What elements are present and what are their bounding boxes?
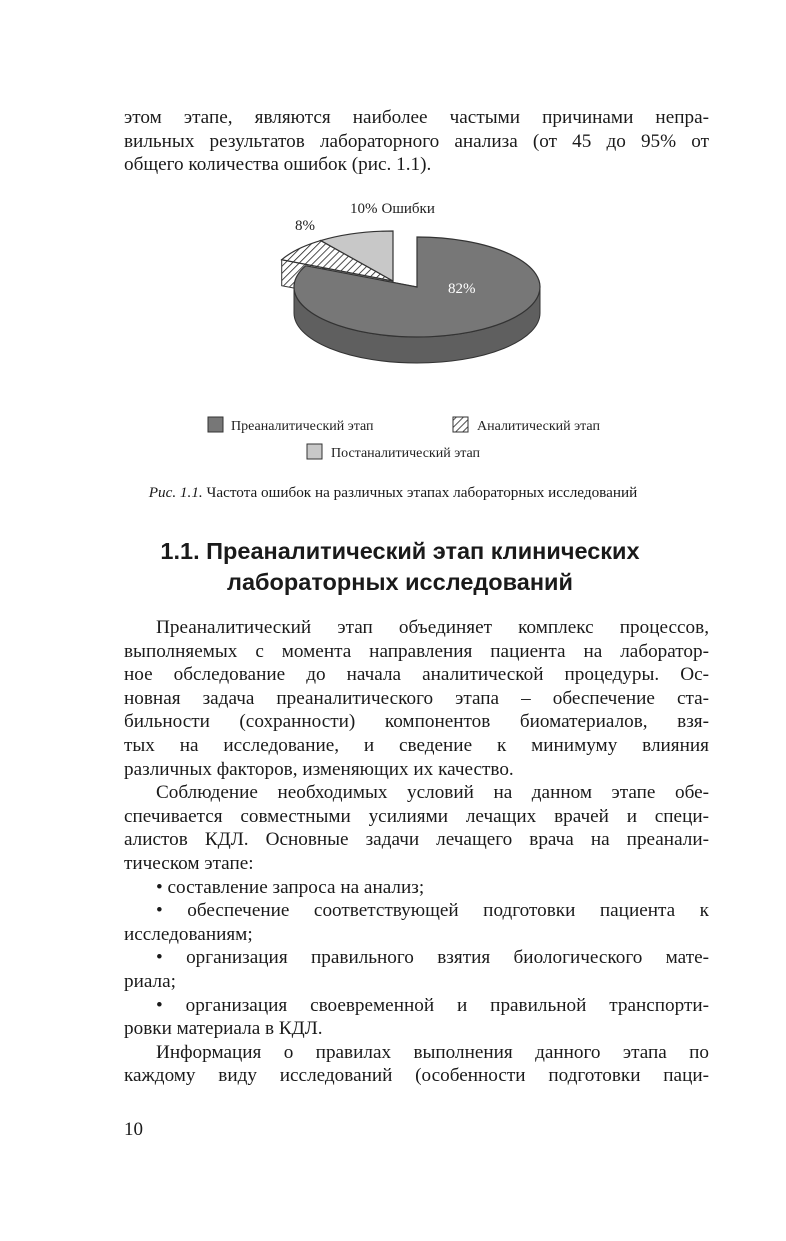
- postanalytical-percent: 10%: [350, 201, 378, 217]
- section-heading: [100, 536, 700, 598]
- legend-label-analytical: Аналитический этап: [477, 419, 600, 434]
- legend: [208, 417, 600, 461]
- text-line: ное обследование до начала аналитической процедуры. Ос-: [124, 664, 709, 686]
- bullet-item-cont: ровки материала в КДЛ.: [124, 1018, 323, 1040]
- legend-label-preanalytical: Преаналитический этап: [231, 419, 374, 434]
- text-line: каждому виду исследований (особенности подготовки паци-: [124, 1065, 709, 1087]
- bullet-item: • организация своевременной и правильной транспорти-: [156, 994, 709, 1016]
- text-line: выполняемых с момента направления пациента на лаборатор-: [124, 640, 709, 662]
- figure-caption: [0, 483, 786, 503]
- text-line: спечивается совместными усилиями лечащих врачей и специ-: [124, 805, 709, 827]
- intro-paragraph: [124, 106, 709, 177]
- text-line: Информация о правилах выполнения данного этапа по: [156, 1041, 709, 1063]
- text-line: Преаналитический этап объединяет комплекс процессов,: [156, 617, 709, 638]
- slice-label-analytical: 8%: [295, 218, 315, 234]
- body-text: [124, 616, 709, 1088]
- page-number: 10: [124, 1119, 143, 1140]
- text-line: тых на исследование, и сведение к минимуму влияния: [124, 734, 709, 756]
- bullet-item: • организация правильного взятия биологического мате-: [156, 947, 709, 969]
- caption-prefix: Рис. 1.1.: [148, 484, 203, 501]
- bullet-item-cont: риала;: [124, 970, 176, 992]
- legend-label-postanalytical: Постаналитический этап: [331, 446, 481, 461]
- text-line: тическом этапе:: [124, 852, 254, 874]
- text-line: различных факторов, изменяющих их качество.: [124, 758, 514, 780]
- text-line: алистов КДЛ. Основные задачи лечащего врача на преанали-: [124, 829, 709, 851]
- caption-text: Частота ошибок на различных этапах лабораторных исследований: [206, 484, 638, 501]
- legend-swatch-preanalytical: [208, 417, 223, 432]
- text-line: этом этапе, являются наиболее частыми причинами непра-: [124, 107, 709, 128]
- text-line: общего количества ошибок (рис. 1.1).: [124, 154, 432, 176]
- bullet-item: • обеспечение соответствующей подготовки пациента к: [156, 900, 709, 922]
- bullet-item-cont: исследованиям;: [124, 923, 253, 945]
- text-line: вильных результатов лабораторного анализа (от 45 до 95% от: [124, 130, 709, 152]
- pie-chart: [200, 192, 640, 472]
- slice-label-preanalytical: 82%: [448, 281, 476, 297]
- text-line: Соблюдение необходимых условий на данном этапе обе-: [156, 782, 709, 804]
- text-line: бильности (сохранности) компонентов биоматериалов, взя-: [124, 711, 709, 733]
- heading-line: 1.1. Преаналитический этап клинических: [160, 538, 640, 564]
- heading-line: лабораторных исследований: [227, 569, 573, 595]
- slice-label-postanalytical: [350, 201, 435, 217]
- bullet-item: • составление запроса на анализ;: [156, 876, 425, 898]
- chart-title: Ошибки: [381, 201, 435, 217]
- legend-swatch-postanalytical: [307, 444, 322, 459]
- text-line: новная задача преаналитического этапа – обеспечение ста-: [124, 687, 709, 709]
- legend-swatch-analytical: [453, 417, 468, 432]
